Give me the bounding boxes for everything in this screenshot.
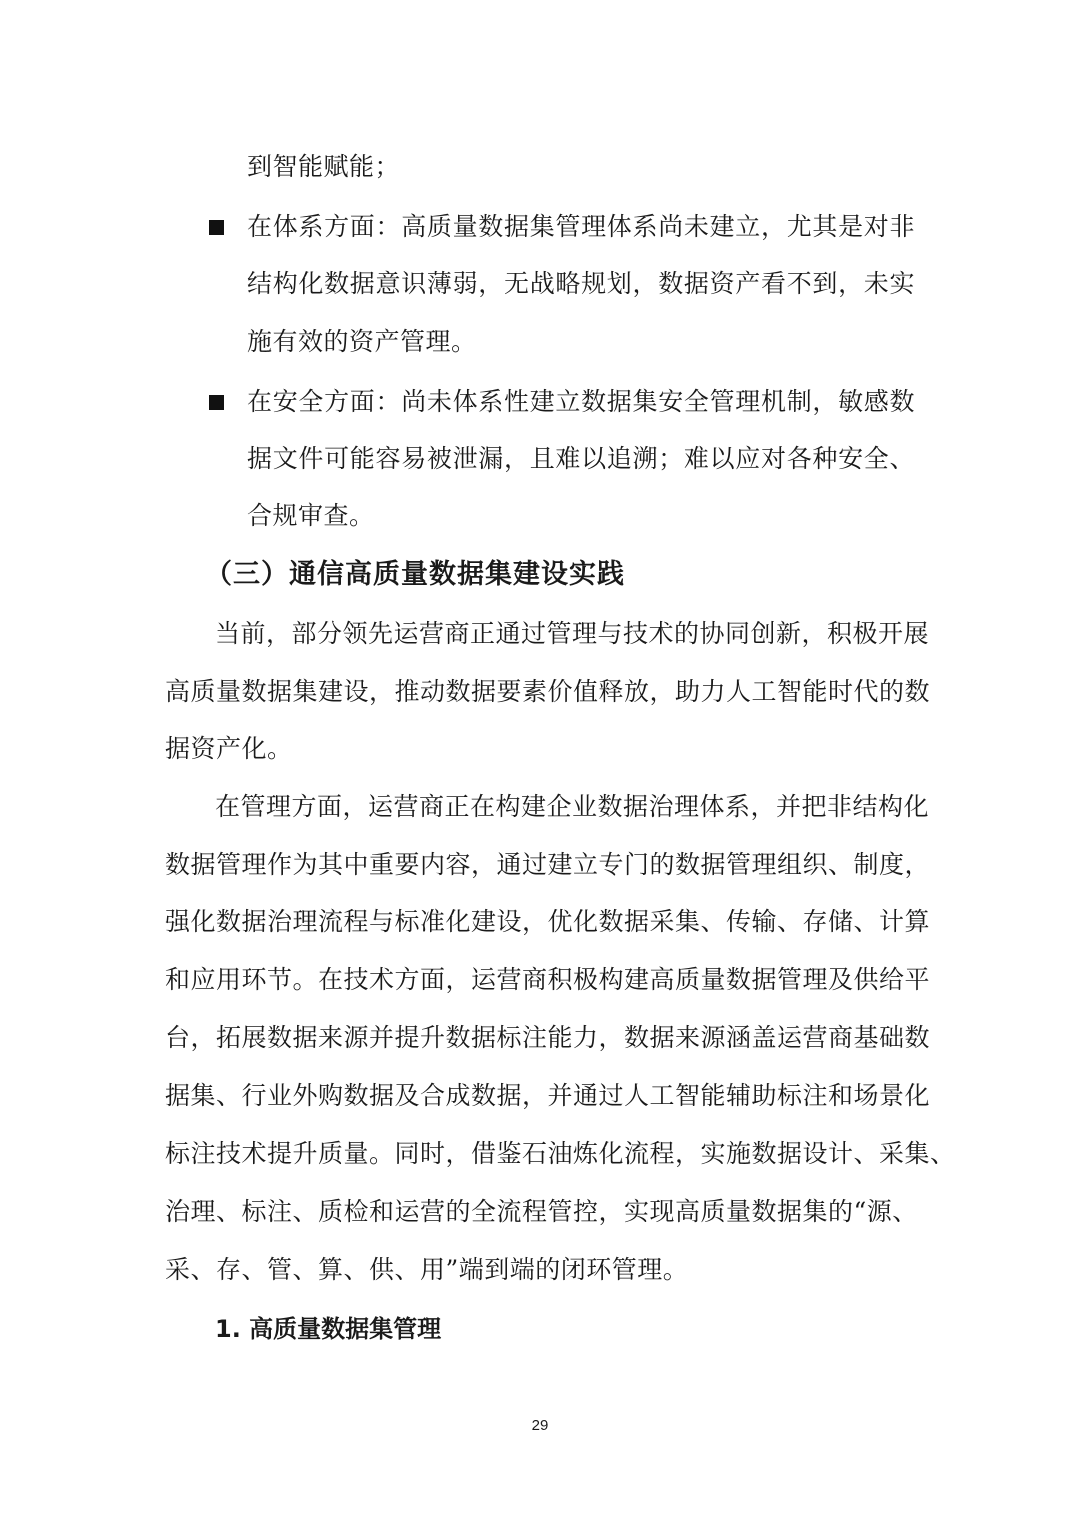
paragraph-line: 数据管理作为其中重要内容，通过建立专门的数据管理组织、制度，: [165, 850, 931, 879]
paragraph-line: 台，拓展数据来源并提升数据标注能力，数据来源涵盖运营商基础数: [165, 1023, 931, 1052]
square-bullet-icon: [209, 220, 224, 235]
bullet-item-system: 在体系方面：高质量数据集管理体系尚未建立，尤其是对非: [247, 212, 915, 241]
paragraph-line: 强化数据治理流程与标准化建设，优化数据采集、传输、存储、计算: [165, 907, 931, 936]
subsection-heading: 1. 高质量数据集管理: [215, 1315, 442, 1343]
paragraph-line: 和应用环节。在技术方面，运营商积极构建高质量数据管理及供给平: [165, 965, 931, 994]
paragraph-line: 标注技术提升质量。同时，借鉴石油炼化流程，实施数据设计、采集、: [165, 1139, 956, 1168]
bullet-item-security: 在安全方面：尚未体系性建立数据集安全管理机制，敏感数: [247, 387, 915, 416]
square-bullet-icon: [209, 395, 224, 410]
paragraph-line: 采、存、管、算、供、用”端到端的闭环管理。: [165, 1255, 689, 1284]
text-line: 据文件可能容易被泄漏，且难以追溯；难以应对各种安全、: [247, 444, 915, 473]
paragraph-line: 治理、标注、质检和运营的全流程管控，实现高质量数据集的“源、: [165, 1197, 918, 1226]
paragraph-line: 据资产化。: [165, 734, 293, 763]
text-line: 施有效的资产管理。: [247, 327, 477, 356]
page-number: 29: [531, 1417, 549, 1434]
section-heading: （三）通信高质量数据集建设实践: [205, 559, 625, 590]
text-line: 合规审查。: [247, 501, 375, 530]
text-line: 到智能赋能；: [247, 152, 401, 181]
paragraph-line: 当前，部分领先运营商正通过管理与技术的协同创新，积极开展: [215, 619, 930, 648]
paragraph-line: 在管理方面，运营商正在构建企业数据治理体系，并把非结构化: [215, 792, 930, 821]
text-line: 结构化数据意识薄弱，无战略规划，数据资产看不到，未实: [247, 269, 915, 298]
paragraph-line: 高质量数据集建设，推动数据要素价值释放，助力人工智能时代的数: [165, 677, 931, 706]
paragraph-line: 据集、行业外购数据及合成数据，并通过人工智能辅助标注和场景化: [165, 1081, 931, 1110]
